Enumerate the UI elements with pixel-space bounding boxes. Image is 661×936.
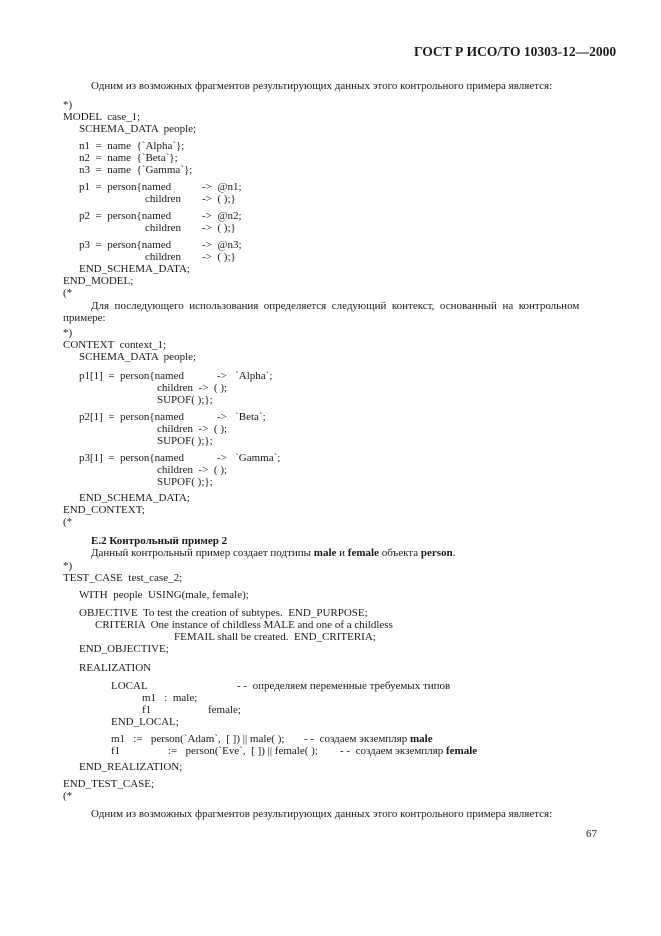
text-line-part: -> `Gamma`; bbox=[217, 452, 281, 464]
text-line-part: - - создаем экземпляр bbox=[304, 733, 410, 745]
text-line bbox=[79, 181, 171, 193]
text-line bbox=[63, 790, 72, 802]
text-line bbox=[63, 560, 72, 572]
text-line bbox=[79, 351, 196, 363]
text-line bbox=[91, 300, 579, 312]
text-line-part: и bbox=[336, 547, 348, 559]
text-line-part: *) bbox=[63, 560, 73, 572]
text-line bbox=[63, 327, 72, 339]
text-line-part: f1 bbox=[142, 704, 152, 716]
text-line-part: children bbox=[145, 251, 182, 263]
text-line-part: children -> ( ); bbox=[157, 382, 228, 394]
text-line-part: f1 bbox=[111, 745, 121, 757]
text-line-part: CRITERIA One instance of childless MALE and one of a childless bbox=[95, 619, 393, 631]
text-line-part: LOCAL bbox=[111, 680, 148, 692]
text-line-part: -> @n1; bbox=[202, 181, 242, 193]
text-line bbox=[91, 535, 227, 547]
text-line-part: *) bbox=[63, 99, 73, 111]
text-line bbox=[79, 761, 182, 773]
text-line bbox=[79, 370, 184, 382]
text-line bbox=[79, 589, 249, 601]
text-line bbox=[111, 716, 179, 728]
text-line bbox=[217, 452, 280, 464]
text-line bbox=[157, 464, 227, 476]
text-line bbox=[79, 164, 192, 176]
text-line bbox=[63, 572, 182, 584]
text-line bbox=[145, 193, 181, 205]
text-line-part: children bbox=[145, 222, 182, 234]
text-line-part: p1[1] = person{named bbox=[79, 370, 184, 382]
text-line bbox=[217, 370, 272, 382]
text-line bbox=[79, 123, 196, 135]
text-line bbox=[79, 662, 151, 674]
text-line-part: CONTEXT context_1; bbox=[63, 339, 167, 351]
text-line bbox=[95, 619, 393, 631]
text-line-part: Данный контрольный пример создает подтипы bbox=[91, 547, 314, 559]
text-line bbox=[340, 745, 477, 757]
text-line-part: (* bbox=[63, 516, 73, 528]
text-line bbox=[63, 312, 106, 324]
text-line-part: children -> ( ); bbox=[157, 423, 228, 435]
text-line bbox=[63, 339, 166, 351]
text-line-part: SCHEMA_DATA people; bbox=[79, 123, 197, 135]
text-line-part: -> @n3; bbox=[202, 239, 242, 251]
text-line bbox=[157, 394, 213, 406]
text-line-part: WITH people USING(male, female); bbox=[79, 589, 249, 601]
text-line bbox=[145, 222, 181, 234]
text-line bbox=[157, 476, 213, 488]
text-line bbox=[202, 181, 242, 193]
text-line bbox=[111, 733, 284, 745]
text-line bbox=[79, 411, 184, 423]
text-line-part: -> @n2; bbox=[202, 210, 242, 222]
text-line-part: FEMAIL shall be created. END_CRITERIA; bbox=[174, 631, 376, 643]
text-line bbox=[63, 111, 140, 123]
text-line-part: person bbox=[420, 547, 453, 559]
text-line bbox=[157, 423, 227, 435]
text-line-part: p2 = person{named bbox=[79, 210, 172, 222]
text-line bbox=[168, 745, 318, 757]
text-line bbox=[63, 99, 72, 111]
text-line bbox=[63, 287, 72, 299]
text-line-part: SUPOF( );}; bbox=[157, 394, 213, 406]
text-line bbox=[79, 607, 368, 619]
text-line-part: n3 = name {`Gamma`}; bbox=[79, 164, 193, 176]
text-line-part: -> `Beta`; bbox=[217, 411, 266, 423]
text-line bbox=[79, 492, 190, 504]
text-line-part: END_SCHEMA_DATA; bbox=[79, 263, 190, 275]
standard-header: ГОСТ Р ИСО/ТО 10303-12—2000 bbox=[414, 44, 617, 59]
text-line-part: male bbox=[313, 547, 337, 559]
text-line-part: примере: bbox=[63, 312, 106, 324]
text-line-part: children -> ( ); bbox=[157, 464, 228, 476]
text-line bbox=[63, 504, 145, 516]
text-line-part: -> ( );} bbox=[202, 222, 236, 234]
text-line-part: - - создаем экземпляр bbox=[340, 745, 446, 757]
text-line bbox=[202, 193, 236, 205]
text-line-part: END_LOCAL; bbox=[111, 716, 179, 728]
text-line bbox=[157, 435, 213, 447]
text-line-part: Одним из возможных фрагментов результирующих данных этого контрольного примера является: bbox=[91, 808, 553, 820]
text-line bbox=[174, 631, 376, 643]
text-line-part: END_MODEL; bbox=[63, 275, 134, 287]
text-line-part: Одним из возможных фрагментов результирующих данных этого контрольного примера является: bbox=[91, 80, 553, 92]
text-line bbox=[202, 210, 242, 222]
text-line-part: (* bbox=[63, 790, 73, 802]
text-line-part: p2[1] = person{named bbox=[79, 411, 184, 423]
text-line-part: p3[1] = person{named bbox=[79, 452, 184, 464]
text-line-part: p1 = person{named bbox=[79, 181, 172, 193]
text-line bbox=[63, 778, 154, 790]
text-line-part: *) bbox=[63, 327, 73, 339]
text-line bbox=[145, 251, 181, 263]
text-line-part: объекта bbox=[378, 547, 421, 559]
text-line-part: := person(`Eve`, [ ]) || female( ); bbox=[168, 745, 318, 757]
text-line-part: SCHEMA_DATA people; bbox=[79, 351, 197, 363]
text-line bbox=[91, 80, 552, 92]
text-line bbox=[202, 251, 236, 263]
text-line bbox=[202, 222, 236, 234]
text-line bbox=[111, 680, 148, 692]
text-line bbox=[142, 704, 151, 716]
text-line bbox=[142, 692, 197, 704]
text-line-part: n2 = name {`Beta`}; bbox=[79, 152, 178, 164]
text-line-part: . bbox=[452, 547, 456, 559]
text-line bbox=[79, 210, 171, 222]
text-line-part: MODEL case_1; bbox=[63, 111, 141, 123]
text-line-part: -> ( );} bbox=[202, 251, 236, 263]
text-line bbox=[91, 808, 552, 820]
text-line-part: n1 = name {`Alpha`}; bbox=[79, 140, 185, 152]
text-line-part: male bbox=[409, 733, 433, 745]
text-line bbox=[63, 275, 133, 287]
text-line-part: female bbox=[347, 547, 379, 559]
text-line-part: END_OBJECTIVE; bbox=[79, 643, 169, 655]
text-line-part: REALIZATION bbox=[79, 662, 152, 674]
text-line bbox=[202, 239, 242, 251]
text-line-part: END_REALIZATION; bbox=[79, 761, 183, 773]
text-line bbox=[237, 680, 450, 692]
text-line-part: -> ( );} bbox=[202, 193, 236, 205]
text-line-part: m1 : male; bbox=[142, 692, 198, 704]
text-line bbox=[79, 140, 184, 152]
text-line bbox=[79, 263, 190, 275]
text-line-part: END_SCHEMA_DATA; bbox=[79, 492, 190, 504]
text-line-part: SUPOF( );}; bbox=[157, 476, 213, 488]
text-line-part: END_CONTEXT; bbox=[63, 504, 145, 516]
text-line-part: TEST_CASE test_case_2; bbox=[63, 572, 183, 584]
text-line-part: - - определяем переменные требуемых типов bbox=[237, 680, 451, 692]
text-line-part: p3 = person{named bbox=[79, 239, 172, 251]
text-line bbox=[63, 516, 72, 528]
text-line bbox=[79, 239, 171, 251]
text-line-part: OBJECTIVE To test the creation of subtypes. END_PURPOSE; bbox=[79, 607, 368, 619]
text-line-part: m1 := person(`Adam`, [ ]) || male( ); bbox=[111, 733, 285, 745]
text-line-part: E.2 Контрольный пример 2 bbox=[91, 535, 228, 547]
text-line-part: SUPOF( );}; bbox=[157, 435, 213, 447]
text-line-part: END_TEST_CASE; bbox=[63, 778, 155, 790]
text-line bbox=[304, 733, 433, 745]
text-line-part: female bbox=[445, 745, 478, 757]
text-line-part: children bbox=[145, 193, 182, 205]
text-line bbox=[217, 411, 266, 423]
text-line bbox=[157, 382, 227, 394]
text-line-part: -> `Alpha`; bbox=[217, 370, 273, 382]
text-line-part: (* bbox=[63, 287, 73, 299]
text-line bbox=[208, 704, 241, 716]
text-line-part: Для последующего использования определяется следующий контекст, основанный на контрольном bbox=[91, 300, 580, 312]
text-line bbox=[79, 152, 178, 164]
text-line bbox=[91, 547, 455, 559]
text-line bbox=[79, 643, 169, 655]
text-line-part: female; bbox=[208, 704, 241, 716]
text-line bbox=[79, 452, 184, 464]
page-number: 67 bbox=[586, 828, 597, 840]
text-line bbox=[111, 745, 120, 757]
